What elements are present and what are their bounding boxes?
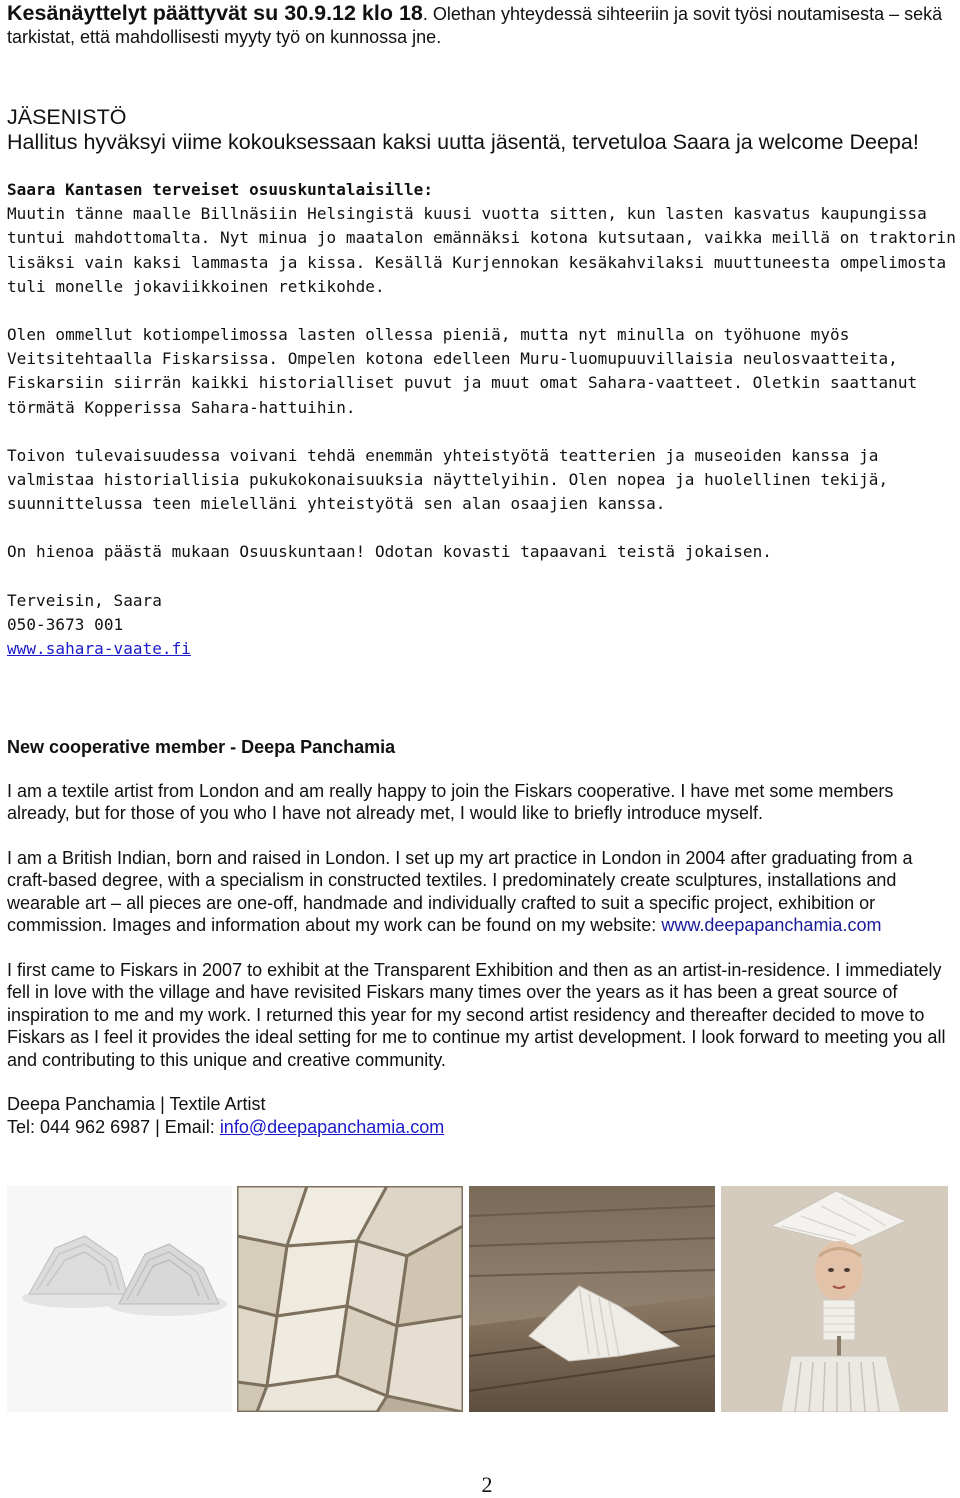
deepa-heading: New cooperative member - Deepa Panchamia	[7, 737, 396, 757]
photo-translucent-panels	[237, 1186, 463, 1412]
exhibition-notice-text: . Olethan yhteydessä sihteeriin ja sovit työsi noutamisesta – sekä tarkistat, että mahdollisesti myyty työ on kunnossa jne.	[7, 4, 943, 47]
membership-heading: JÄSENISTÖ	[7, 105, 127, 129]
artwork-photos	[7, 1186, 948, 1412]
deepa-paragraph-1: I am a textile artist from London and am really happy to join the Fiskars cooperative. I have met some members already, but for those of you who I have not already met, I would like to briefly introduce myself.	[7, 780, 894, 823]
photo-folded-sculptures	[7, 1186, 232, 1412]
saara-paragraph-4: On hienoa päästä mukaan Osuuskuntaan! Odotan kovasti tapaavani teistä jokaisen.	[7, 542, 772, 562]
deepa-paragraph-2	[7, 847, 952, 937]
deepa-paragraph-2-text: I am a British Indian, born and raised in London. I set up my art practice in London in 2004 after graduating from a craft-based degree, with a specialism in constructed textiles. I predominately create sculptures, installations and wearable art – all pieces are one-off, handmade and individually crafted to suit a specific project, exhibition or commission. Images and information about my work can be found on my website:	[7, 847, 913, 935]
exhibition-notice	[7, 2, 957, 48]
saara-paragraph-3: Toivon tulevaisuudessa voivani tehdä enemmän yhteistyötä teatterien ja museoiden kanssa ja valmistaa historiallisia pukukokonaisuuksia näyttelyihin. Olen nopea ja huolellinen tekijä, suunnittelussa teen mielelläni yhteistyötä sen alan osaajien kanssa.	[7, 445, 889, 514]
deepa-email-link[interactable]: info@deepapanchamia.com	[219, 1116, 445, 1137]
deepa-website-link[interactable]: www.deepapanchamia.com	[661, 915, 882, 935]
photo-wearable-art-model	[721, 1186, 948, 1412]
deepa-contact-line	[7, 1116, 952, 1139]
saara-phone: 050-3673 001	[7, 614, 124, 634]
deepa-paragraph-3: I first came to Fiskars in 2007 to exhibit at the Transparent Exhibition and then as an artist-in-residence. I immediately fell in love with the village and have revisited Fiskars many times over the years as it has been a great source of inspiration to me and my work. I returned this year for my second artist residency and thereafter decided to move to Fiskars as I feel it provides the ideal setting for me to continue my artist development. I look forward to meeting you all and contributing to this unique and creative community.	[7, 959, 946, 1070]
saara-paragraph-2: Olen ommellut kotiompelimossa lasten ollessa pieniä, mutta nyt minulla on työhuone myös Veitsitehtaalla Fiskarsissa. Ompelen kotona edelleen Muru-luomupuuvillaisia neulosvaatteita, Fiskarsiin siirrän kaikki historialliset puvut ja muut omat Sahara-vaatteet. Oletkin saattanut törmätä Kopperissa Sahara-hattuihin.	[7, 325, 918, 417]
saara-paragraph-1: Muutin tänne maalle Billnäsiin Helsingistä kuusi vuotta sitten, kun lasten kasvatus kaupungissa tuntui mahdottomalta. Nyt minua jo maatalon emännäksi kotona kutsutaan, vaikka meillä on traktorin lisäksi vain kaksi lammasta ja kissa. Kesällä Kurjennokan kesäkahvilaksi muuttuneesta ompelimosta tuli monelle jokaviikkoinen retkikohde.	[7, 204, 956, 296]
page-number: 2	[481, 1472, 493, 1497]
exhibition-date-bold: Kesänäyttelyt päättyvät su 30.9.12 klo 18	[7, 1, 423, 25]
saara-heading: Saara Kantasen terveiset osuuskuntalaisille:	[7, 180, 434, 199]
membership-section	[7, 106, 957, 153]
saara-signature: Terveisin, Saara	[7, 590, 162, 610]
membership-text: Hallitus hyväksyi viime kokouksessaan kaksi uutta jäsentä, tervetuloa Saara ja welcome Deepa!	[7, 129, 919, 154]
deepa-signature-line: Deepa Panchamia | Textile Artist	[7, 1094, 266, 1114]
deepa-contact-prefix: Tel: 044 962 6987 | Email:	[7, 1116, 220, 1137]
photo-floor-sculpture	[469, 1186, 715, 1412]
deepa-section	[7, 736, 952, 1138]
saara-website-link[interactable]: www.sahara-vaate.fi	[7, 639, 191, 659]
saara-section	[7, 178, 959, 661]
